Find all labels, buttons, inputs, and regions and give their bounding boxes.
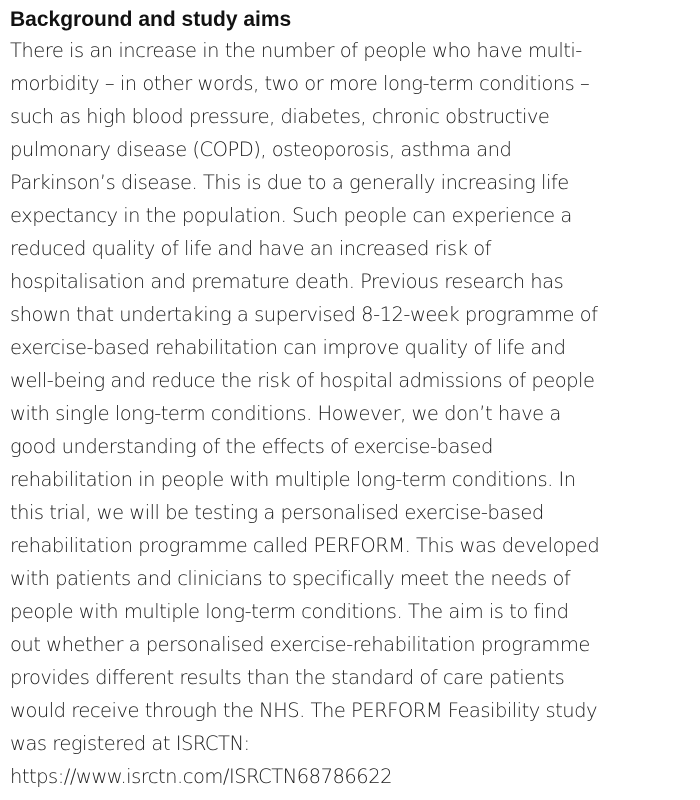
paragraph-line: pulmonary disease (COPD), osteoporosis, asthma and <box>10 138 512 161</box>
paragraph-line: this trial, we will be testing a personalised exercise-based <box>10 501 544 524</box>
paragraph-line: exercise-based rehabilitation can improve quality of life and <box>10 336 566 359</box>
paragraph-line: people with multiple long-term conditions. The aim is to find <box>10 600 569 623</box>
section-paragraph <box>10 34 694 793</box>
document-section <box>10 6 694 793</box>
isrctn-link[interactable]: https://www.isrctn.com/ISRCTN68786622 <box>10 765 393 788</box>
paragraph-line: Parkinson’s disease. This is due to a generally increasing life <box>10 171 569 194</box>
paragraph-line: was registered at ISRCTN: <box>10 732 250 755</box>
paragraph-line: rehabilitation in people with multiple long-term conditions. In <box>10 468 576 491</box>
paragraph-line: reduced quality of life and have an increased risk of <box>10 237 491 260</box>
paragraph-line: out whether a personalised exercise-rehabilitation programme <box>10 633 590 656</box>
paragraph-line: shown that undertaking a supervised 8-12-week programme of <box>10 303 598 326</box>
paragraph-line: morbidity – in other words, two or more long-term conditions – <box>10 72 590 95</box>
paragraph-line: expectancy in the population. Such people can experience a <box>10 204 572 227</box>
paragraph-line: such as high blood pressure, diabetes, chronic obstructive <box>10 105 550 128</box>
paragraph-line: provides different results than the standard of care patients <box>10 666 565 689</box>
paragraph-line: There is an increase in the number of people who have multi- <box>10 39 582 62</box>
paragraph-line: with single long-term conditions. However, we don’t have a <box>10 402 561 425</box>
paragraph-line: hospitalisation and premature death. Previous research has <box>10 270 564 293</box>
paragraph-line: rehabilitation programme called PERFORM. This was developed <box>10 534 600 557</box>
paragraph-line: would receive through the NHS. The PERFORM Feasibility study <box>10 699 598 722</box>
paragraph-line: well-being and reduce the risk of hospital admissions of people <box>10 369 595 392</box>
section-heading: Background and study aims <box>10 8 292 31</box>
paragraph-line: with patients and clinicians to specifically meet the needs of <box>10 567 571 590</box>
paragraph-line: good understanding of the effects of exercise-based <box>10 435 493 458</box>
isrctn-link-line <box>10 760 694 793</box>
